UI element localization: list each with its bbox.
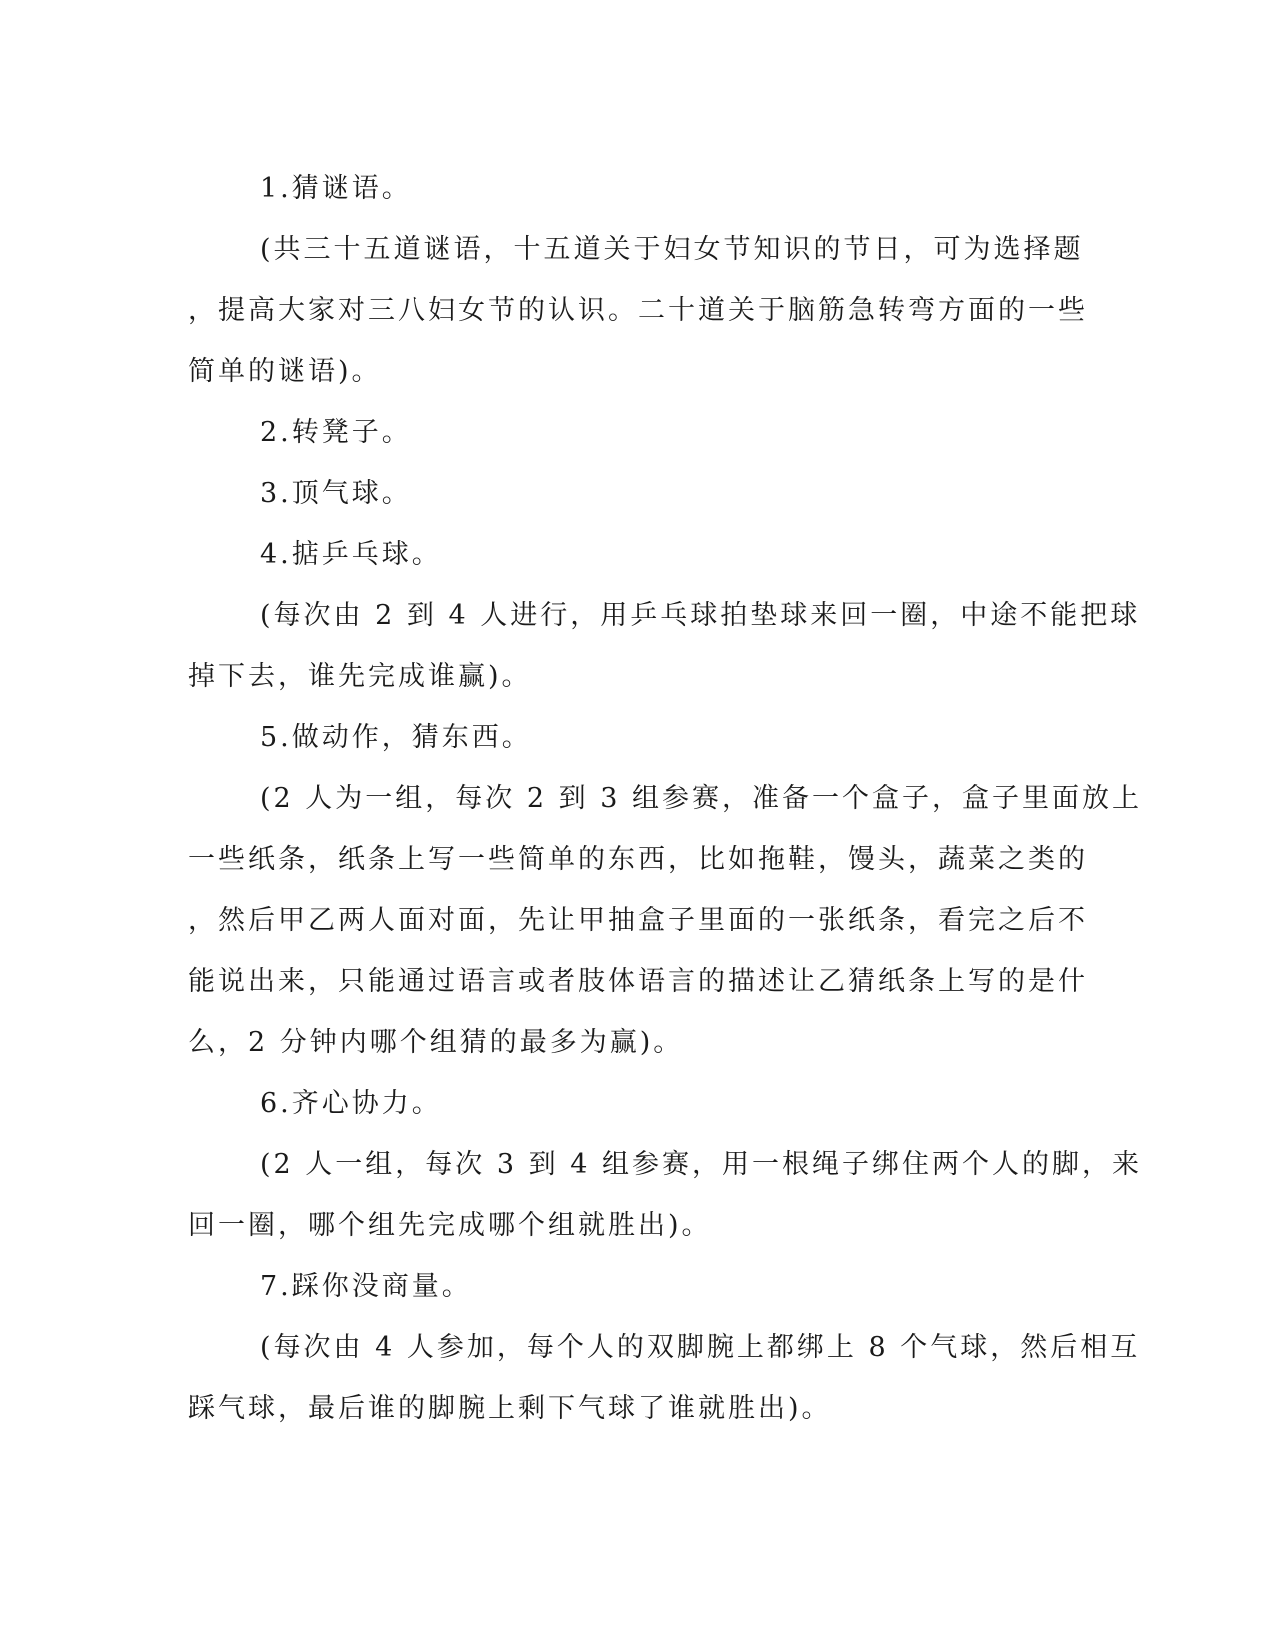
text-line: (2 人为一组，每次 2 到 3 组参赛，准备一个盒子，盒子里面放上 [260, 783, 1142, 814]
text-line: 4.掂乒乓球。 [260, 539, 442, 570]
text-line: 掉下去，谁先完成谁赢)。 [188, 661, 532, 692]
text-line: 6.齐心协力。 [260, 1088, 442, 1119]
document-body [188, 158, 1142, 1439]
text-line: 5.做动作，猜东西。 [260, 722, 532, 753]
text-line: 7.踩你没商量。 [260, 1271, 472, 1302]
text-line: ，提高大家对三八妇女节的认识。二十道关于脑筋急转弯方面的一些 [188, 295, 1088, 326]
text-line: 回一圈，哪个组先完成哪个组就胜出)。 [188, 1210, 712, 1241]
text-line: 能说出来，只能通过语言或者肢体语言的描述让乙猜纸条上写的是什 [188, 966, 1088, 997]
text-line: 2.转凳子。 [260, 417, 412, 448]
text-line: 一些纸条，纸条上写一些简单的东西，比如拖鞋，馒头，蔬菜之类的 [188, 844, 1088, 875]
text-line: (共三十五道谜语，十五道关于妇女节知识的节日，可为选择题 [260, 234, 1084, 265]
text-line: 1.猜谜语。 [260, 173, 412, 204]
text-line: (2 人一组，每次 3 到 4 组参赛，用一根绳子绑住两个人的脚，来 [260, 1149, 1142, 1180]
text-line: 么，2 分钟内哪个组猜的最多为赢)。 [188, 1027, 684, 1058]
text-line: (每次由 4 人参加，每个人的双脚腕上都绑上 8 个气球，然后相互 [260, 1332, 1141, 1363]
text-line: 3.顶气球。 [260, 478, 412, 509]
text-line: ，然后甲乙两人面对面，先让甲抽盒子里面的一张纸条，看完之后不 [188, 905, 1088, 936]
text-line: 踩气球，最后谁的脚腕上剩下气球了谁就胜出)。 [188, 1393, 832, 1424]
text-line: 简单的谜语)。 [188, 356, 382, 387]
text-line: (每次由 2 到 4 人进行，用乒乓球拍垫球来回一圈，中途不能把球 [260, 600, 1141, 631]
